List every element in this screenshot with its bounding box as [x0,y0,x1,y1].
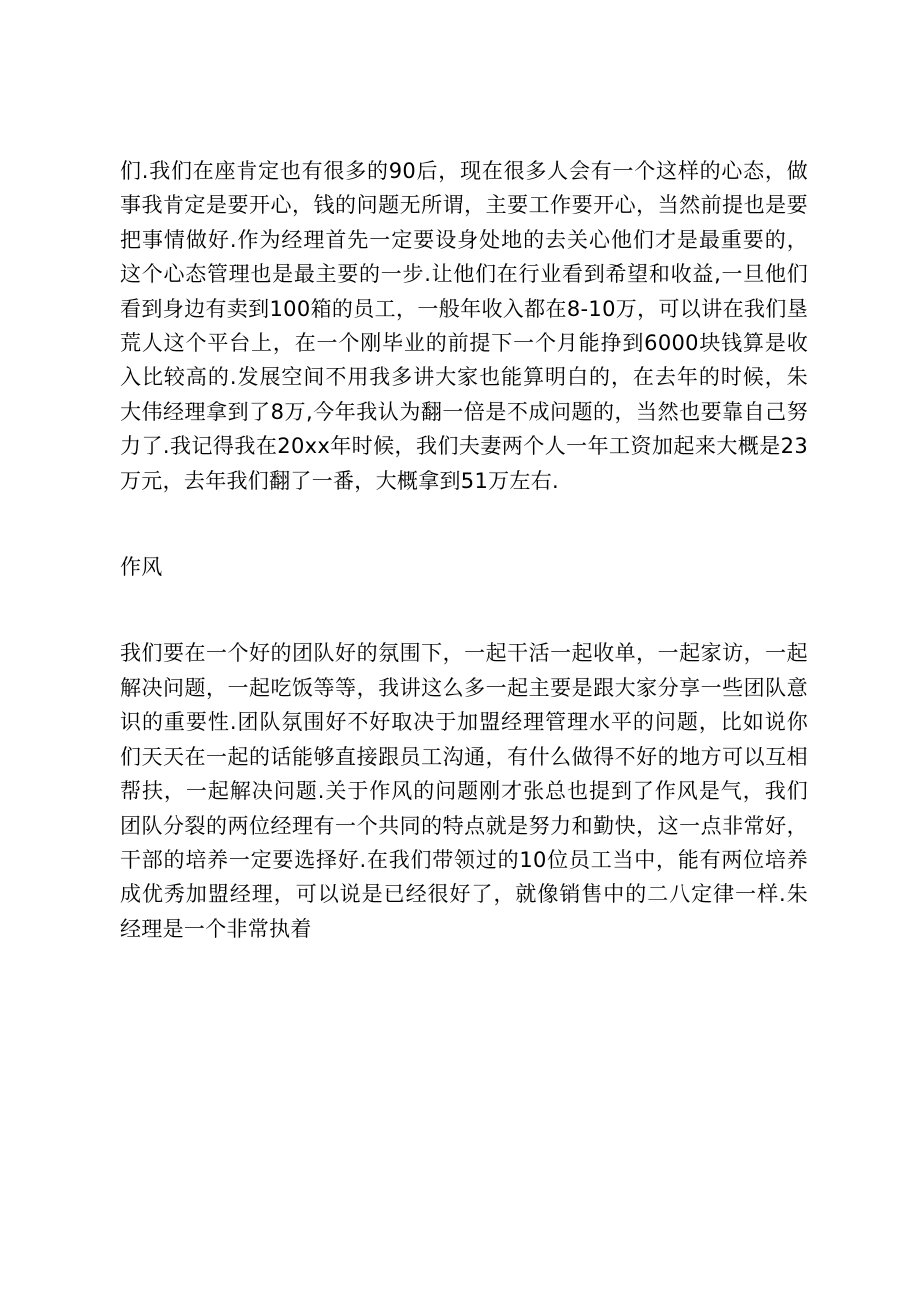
section-heading-work-style: 作风 [120,555,163,580]
paragraph-team-style: 我们要在一个好的团队好的氛围下，一起干活一起收单，一起家访，一起解决问题，一起吃饭等等，我讲这么多一起主要是跟大家分享一些团队意识的重要性.团队氛围好不好取决于加盟经理管理水平的问题，比如说你们天天在一起的话能够直接跟员工沟通，有什么做得不好的地方可以互相帮扶，一起解决问题.关于作风的问题刚才张总也提到了作风是气，我们团队分裂的两位经理有一个共同的特点就是努力和勤快，这一点非常好，干部的培养一定要选择好.在我们带领过的10位员工当中，能有两位培养成优秀加盟经理，可以说是已经很好了，就像销售中的二八定律一样.朱经理是一个非常执着 [120,641,808,941]
document-body [120,154,808,946]
paragraph-mindset: 们.我们在座肯定也有很多的90后，现在很多人会有一个这样的心态，做事我肯定是要开心，钱的问题无所谓，主要工作要开心，当然前提也是要把事情做好.作为经理首先一定要设身处地的去关心他们才是最重要的，这个心态管理也是最主要的一步.让他们在行业看到希望和收益,一旦他们看到身边有卖到100箱的员工，一般年收入都在8-10万，可以讲在我们垦荒人这个平台上，在一个刚毕业的前提下一个月能挣到6000块钱算是收入比较高的.发展空间不用我多讲大家也能算明白的，在去年的时候，朱大伟经理拿到了8万,今年我认为翻一倍是不成问题的，当然也要靠自己努力了.我记得我在20xx年时候，我们夫妻两个人一年工资加起来大概是23万元，去年我们翻了一番，大概拿到51万左右. [120,159,808,493]
